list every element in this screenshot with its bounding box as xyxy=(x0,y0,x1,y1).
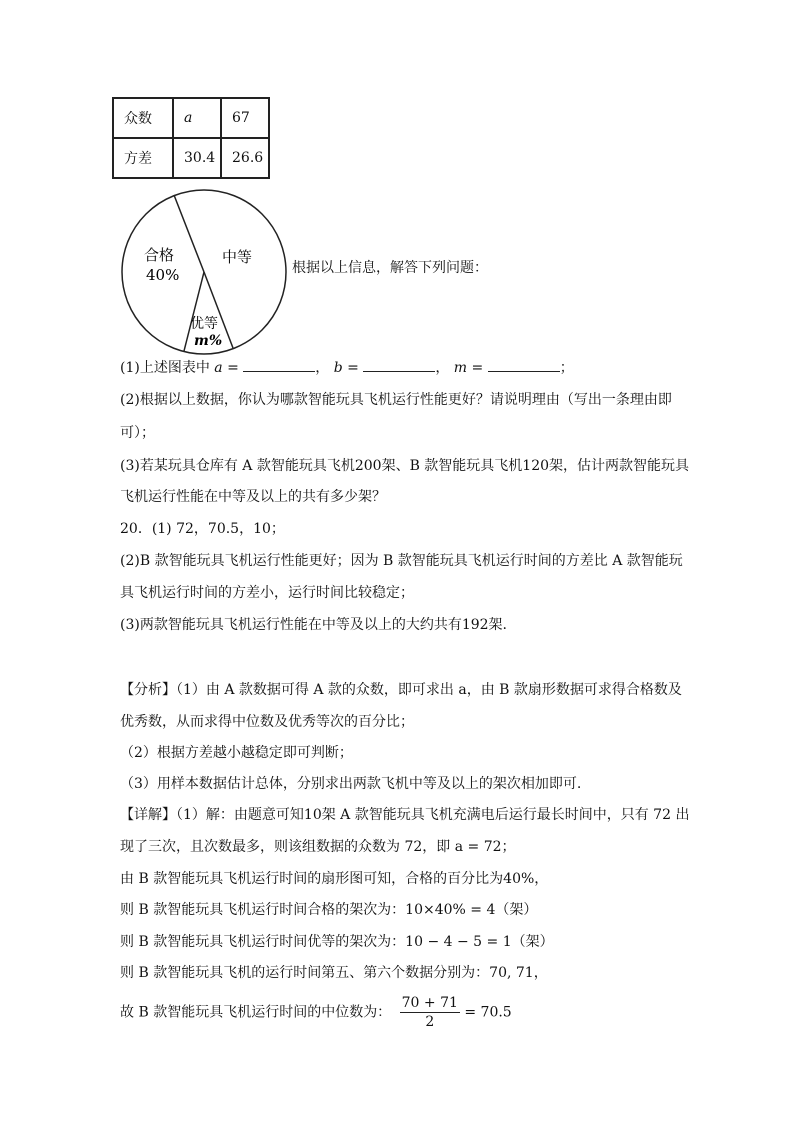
question-1 xyxy=(120,357,574,378)
detail-line7-prefix: 故 B 款智能玩具飞机运行时间的中位数为： xyxy=(120,1004,392,1021)
detail-line6: 则 B 款智能玩具飞机的运行时间第五、第六个数据分别为：70, 71， xyxy=(120,965,548,981)
slice-label-qualified: 合格 xyxy=(144,246,175,264)
detail-line5: 则 B 款智能玩具飞机运行时间优等的架次为：10 − 4 − 5 = 1（架） xyxy=(120,934,554,950)
b-value: 67 xyxy=(221,98,269,138)
question-3-line1: (3)若某玩具仓库有 A 款智能玩具飞机200架、B 款智能玩具飞机120架，估计两款智能玩具 xyxy=(120,458,690,474)
question-2-line1: (2)根据以上数据，你认为哪款智能玩具飞机运行性能更好？请说明理由（写出一条理由即 xyxy=(120,392,672,408)
b-value: 26.6 xyxy=(221,138,269,178)
answer-2-line2: 具飞机运行时间的方差小，运行时间比较稳定； xyxy=(120,585,414,601)
q1-end: ； xyxy=(559,360,574,376)
q1-a-label: a = xyxy=(214,360,239,376)
q1-b-label: b = xyxy=(333,360,359,376)
intro-text: 根据以上信息，解答下列问题： xyxy=(292,260,488,276)
slice-label-excellent: 优等 xyxy=(190,316,218,332)
analysis-line2: 优秀数，从而求得中位数及优秀等次的百分比； xyxy=(120,714,414,730)
detail-line7 xyxy=(120,994,512,1031)
q1-sep: ， xyxy=(435,360,450,376)
analysis-line4: （3）用样本数据估计总体，分别求出两款飞机中等及以上的架次相加即可. xyxy=(120,776,582,792)
table-row xyxy=(113,138,269,178)
a-value: 30.4 xyxy=(173,138,221,178)
a-value: a xyxy=(173,98,221,138)
slice-label-medium: 中等 xyxy=(222,248,253,266)
table-row xyxy=(113,98,269,138)
answer-blank-a[interactable] xyxy=(243,357,315,372)
median-fraction xyxy=(400,994,460,1031)
detail-line2: 现了三次，且次数最多，则该组数据的众数为 72，即 a = 72； xyxy=(120,839,516,855)
detail-line4: 则 B 款智能玩具飞机运行时间合格的架次为：10×40% = 4（架） xyxy=(120,902,538,918)
answer-1: 20．(1) 72，70.5，10； xyxy=(120,521,285,537)
question-3-line2: 飞机运行性能在中等及以上的共有多少架？ xyxy=(120,489,386,505)
q1-prefix: (1)上述图表中 xyxy=(120,360,210,376)
fraction-result: = 70.5 xyxy=(464,1004,512,1021)
stats-table xyxy=(112,97,270,179)
question-2-line2: 可）； xyxy=(120,425,155,441)
q1-m-label: m = xyxy=(453,360,484,376)
answer-blank-b[interactable] xyxy=(363,357,435,372)
pie-chart xyxy=(118,188,288,358)
answer-3: (3)两款智能玩具飞机运行性能在中等及以上的大约共有192架. xyxy=(120,617,508,633)
detail-line1: 【详解】（1）解：由题意可知10架 A 款智能玩具飞机充满电后运行最长时间中，只有 72 出 xyxy=(120,807,690,823)
slice-value-qualified: 40% xyxy=(146,266,180,284)
q1-sep: ， xyxy=(315,360,330,376)
fraction-numerator: 70 + 71 xyxy=(401,995,458,1011)
detail-line3: 由 B 款智能玩具飞机运行时间的扇形图可知，合格的百分比为40%， xyxy=(120,871,549,887)
slice-divider xyxy=(174,195,204,272)
analysis-line1: 【分析】（1）由 A 款数据可得 A 款的众数，即可求出 a，由 B 款扇形数据可求得合格数及 xyxy=(120,682,682,698)
answer-2-line1: (2)B 款智能玩具飞机运行性能更好；因为 B 款智能玩具飞机运行时间的方差比 A 款智能玩 xyxy=(120,553,683,569)
analysis-line3: （2）根据方差越小越稳定即可判断； xyxy=(120,745,353,761)
row-label: 众数 xyxy=(113,98,173,138)
answer-blank-m[interactable] xyxy=(488,357,560,372)
slice-value-excellent: m% xyxy=(194,333,223,349)
fraction-denominator: 2 xyxy=(425,1014,435,1030)
row-label: 方差 xyxy=(113,138,173,178)
